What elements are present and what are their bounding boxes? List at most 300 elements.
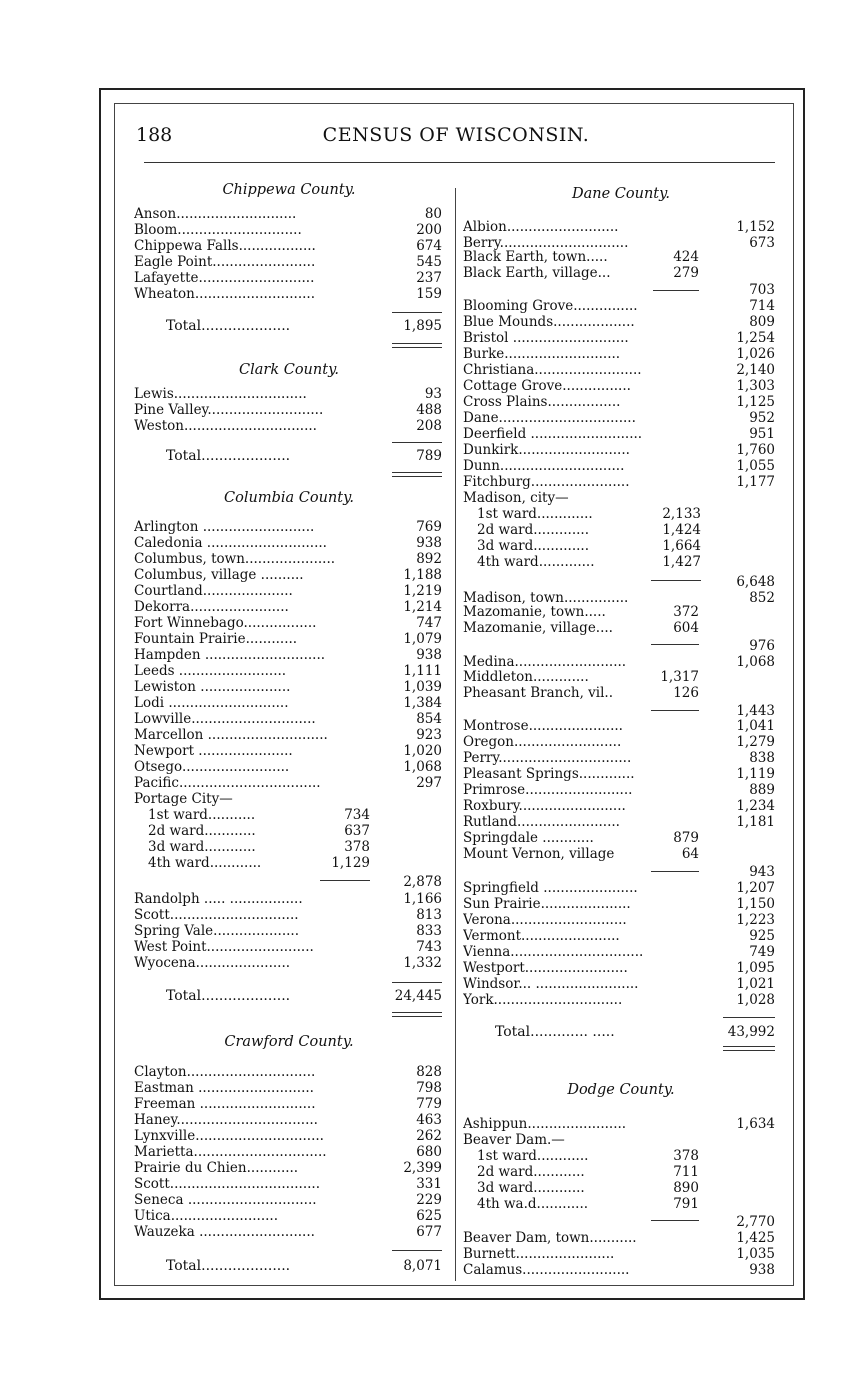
- town-name: Lodi ............................: [134, 695, 289, 711]
- ward-population: 378: [344, 839, 370, 855]
- subtotal-row: [463, 282, 779, 298]
- town-name: Berry..............................: [463, 235, 629, 251]
- town-name: Lynxville..............................: [134, 1128, 324, 1144]
- town-name: Eagle Point........................: [134, 254, 316, 270]
- town-name: West Point.........................: [134, 939, 314, 955]
- town-name: Fountain Prairie............: [134, 631, 298, 647]
- table-row: [463, 734, 779, 750]
- ward-population: 791: [673, 1196, 699, 1212]
- subtotal: 976: [749, 638, 775, 654]
- ward-row: [134, 807, 444, 823]
- table-row: [134, 1160, 444, 1176]
- ward-row: [463, 1164, 779, 1180]
- population: 1,181: [736, 814, 775, 830]
- table-row: [463, 1116, 779, 1132]
- town-name: Mount Vernon, village: [463, 846, 615, 862]
- population: 159: [416, 286, 442, 302]
- town-name: York..............................: [463, 992, 623, 1008]
- table-row: [134, 418, 444, 434]
- ward-row: [134, 823, 444, 839]
- beaver-dam-label: Beaver Dam.—: [463, 1132, 565, 1148]
- total-row: [134, 318, 444, 334]
- population: 463: [416, 1112, 442, 1128]
- table-row: [463, 782, 779, 798]
- table-row: [463, 426, 779, 442]
- town-name: Vienna...............................: [463, 944, 644, 960]
- sub-population: 64: [681, 846, 699, 862]
- population: 951: [749, 426, 775, 442]
- sum-rule: [392, 312, 442, 313]
- population: 938: [749, 1262, 775, 1278]
- madison-city-total: 6,648: [736, 574, 775, 590]
- town-name: Dunn.............................: [463, 458, 625, 474]
- town-name: Pheasant Branch, vil..: [463, 685, 614, 701]
- ward-row: [134, 855, 444, 871]
- town-name: Caledonia ............................: [134, 535, 327, 551]
- total-label: Total....................: [166, 1258, 291, 1274]
- population: 229: [416, 1192, 442, 1208]
- table-row: [134, 1144, 444, 1160]
- table-row: [463, 654, 779, 670]
- ward-name: 4th ward............: [148, 855, 262, 871]
- population: 680: [416, 1144, 442, 1160]
- table-row: [463, 1246, 779, 1262]
- population: 677: [416, 1224, 442, 1240]
- table-row: [463, 1230, 779, 1246]
- population: 237: [416, 270, 442, 286]
- town-name: Dunkirk..........................: [463, 442, 630, 458]
- town-name: Montrose......................: [463, 718, 623, 734]
- chippewa-heading: Chippewa County.: [222, 182, 356, 198]
- total-value: 8,071: [403, 1258, 442, 1274]
- town-name: Blue Mounds...................: [463, 314, 635, 330]
- population: 1,384: [403, 695, 442, 711]
- town-name: Black Earth, town.....: [463, 249, 608, 265]
- town-name: Anson............................: [134, 206, 297, 222]
- town-name: Beaver Dam, town...........: [463, 1230, 637, 1246]
- town-name: Clayton..............................: [134, 1064, 316, 1080]
- town-name: Blooming Grove...............: [463, 298, 638, 314]
- ward-name: 2d ward.............: [477, 522, 590, 538]
- population: 892: [416, 551, 442, 567]
- population: 2,399: [403, 1160, 442, 1176]
- table-row: [134, 727, 444, 743]
- town-name: Columbus, town.....................: [134, 551, 336, 567]
- town-name: Otsego.........................: [134, 759, 290, 775]
- ward-population: 2,133: [662, 506, 701, 522]
- town-name: Verona...........................: [463, 912, 627, 928]
- table-row: [134, 386, 444, 402]
- town-name: Lafayette...........................: [134, 270, 315, 286]
- sub-population: 879: [673, 830, 699, 846]
- subtotal-row: [463, 1214, 779, 1230]
- sub-row: [463, 830, 779, 846]
- population: 1,079: [403, 631, 442, 647]
- town-name: Springdale ............: [463, 830, 594, 846]
- table-row: [134, 222, 444, 238]
- double-rule: [723, 1046, 775, 1051]
- population: 1,150: [736, 896, 775, 912]
- subtotal-row: [463, 864, 779, 880]
- town-name: Rutland........................: [463, 814, 620, 830]
- table-row: [463, 992, 779, 1008]
- clark-heading: Clark County.: [239, 362, 339, 378]
- ward-name: 3d ward.............: [477, 538, 590, 554]
- table-row: [463, 798, 779, 814]
- total-value: 789: [416, 448, 442, 464]
- population: 1,068: [403, 759, 442, 775]
- population: 1,166: [403, 891, 442, 907]
- town-name: Randolph ..... .................: [134, 891, 303, 907]
- town-name: Middleton.............: [463, 669, 589, 685]
- subtotal-row: [463, 703, 779, 719]
- total-value: 24,445: [394, 988, 442, 1004]
- population: 1,068: [736, 654, 775, 670]
- town-name: Wyocena......................: [134, 955, 291, 971]
- town-name: Springfield ......................: [463, 880, 638, 896]
- ward-row: [463, 1196, 779, 1212]
- table-row: [134, 599, 444, 615]
- population: 743: [416, 939, 442, 955]
- ward-row: [134, 839, 444, 855]
- population: 673: [749, 235, 775, 251]
- population: 747: [416, 615, 442, 631]
- ward-row: [463, 506, 779, 522]
- table-row: [134, 1080, 444, 1096]
- town-name: Weston...............................: [134, 418, 317, 434]
- town-name: Perry...............................: [463, 750, 632, 766]
- table-row: [463, 219, 779, 235]
- double-rule: [392, 1012, 442, 1017]
- town-name: Bloom.............................: [134, 222, 302, 238]
- population: 923: [416, 727, 442, 743]
- ward-name: 2d ward............: [148, 823, 256, 839]
- population: 854: [416, 711, 442, 727]
- table-row: [463, 896, 779, 912]
- table-row: [134, 679, 444, 695]
- table-row: [134, 206, 444, 222]
- sum-rule: [392, 982, 442, 983]
- town-name: Deerfield ..........................: [463, 426, 643, 442]
- table-row: [463, 944, 779, 960]
- town-name: Ashippun.......................: [463, 1116, 627, 1132]
- population: 488: [416, 402, 442, 418]
- sum-rule: [392, 1250, 442, 1251]
- ward-name: 4th ward.............: [477, 554, 595, 570]
- town-name: Pacific.................................: [134, 775, 321, 791]
- total-value: 1,895: [403, 318, 442, 334]
- sub-population: 604: [673, 620, 699, 636]
- population: 889: [749, 782, 775, 798]
- population: 545: [416, 254, 442, 270]
- table-row: [463, 298, 779, 314]
- town-name: Madison, town...............: [463, 590, 629, 606]
- town-name: Newport ......................: [134, 743, 293, 759]
- town-name: Eastman ...........................: [134, 1080, 314, 1096]
- total-label: Total....................: [166, 448, 291, 464]
- table-row: [463, 474, 779, 490]
- town-name: Bristol ...........................: [463, 330, 629, 346]
- town-name: Spring Vale....................: [134, 923, 299, 939]
- population: 1,177: [736, 474, 775, 490]
- population: 1,020: [403, 743, 442, 759]
- columbia-heading: Columbia County.: [224, 490, 354, 506]
- table-row: [463, 362, 779, 378]
- table-row: [463, 814, 779, 830]
- ward-population: 378: [673, 1148, 699, 1164]
- population: 1,634: [736, 1116, 775, 1132]
- total-label: Total............. .....: [495, 1024, 615, 1040]
- ward-population: 734: [344, 807, 370, 823]
- population: 1,223: [736, 912, 775, 928]
- population: 80: [424, 206, 442, 222]
- town-name: Lowville.............................: [134, 711, 316, 727]
- town-name: Lewis...............................: [134, 386, 307, 402]
- population: 925: [749, 928, 775, 944]
- table-row: [134, 519, 444, 535]
- town-name: Fort Winnebago.................: [134, 615, 317, 631]
- ward-row: [463, 1148, 779, 1164]
- madison-label-row: [463, 490, 779, 506]
- table-row: [134, 238, 444, 254]
- sub-row: [463, 249, 779, 265]
- population: 674: [416, 238, 442, 254]
- town-name: Roxbury.........................: [463, 798, 626, 814]
- town-name: Columbus, village ..........: [134, 567, 304, 583]
- town-name: Seneca ..............................: [134, 1192, 317, 1208]
- population: 200: [416, 222, 442, 238]
- total-value: 43,992: [727, 1024, 775, 1040]
- page-title: CENSUS OF WISCONSIN.: [322, 124, 590, 146]
- population: 1,188: [403, 567, 442, 583]
- population: 833: [416, 923, 442, 939]
- population: 1,219: [403, 583, 442, 599]
- dodge-heading: Dodge County.: [567, 1082, 675, 1098]
- town-name: Fitchburg.......................: [463, 474, 630, 490]
- town-name: Burke...........................: [463, 346, 621, 362]
- town-name: Courtland.....................: [134, 583, 293, 599]
- total-row: [463, 1024, 779, 1040]
- population: 1,214: [403, 599, 442, 615]
- town-name: Cross Plains.................: [463, 394, 621, 410]
- total-label: Total....................: [166, 988, 291, 1004]
- population: 809: [749, 314, 775, 330]
- double-rule: [392, 343, 442, 348]
- ward-row: [463, 554, 779, 570]
- table-row: [463, 314, 779, 330]
- ward-name: 2d ward............: [477, 1164, 585, 1180]
- town-name: Pine Valley...........................: [134, 402, 324, 418]
- town-name: Burnett.......................: [463, 1246, 615, 1262]
- population: 852: [749, 590, 775, 606]
- population: 779: [416, 1096, 442, 1112]
- table-row: [463, 410, 779, 426]
- subtotal: 1,443: [736, 703, 775, 719]
- table-row: [134, 254, 444, 270]
- population: 1,028: [736, 992, 775, 1008]
- town-name: Prairie du Chien............: [134, 1160, 299, 1176]
- table-row: [134, 567, 444, 583]
- population: 1,021: [736, 976, 775, 992]
- total-label: Total....................: [166, 318, 291, 334]
- town-name: Marietta...............................: [134, 1144, 327, 1160]
- population: 1,035: [736, 1246, 775, 1262]
- beaver-dam-label-row: [463, 1132, 779, 1148]
- town-name: Dekorra.......................: [134, 599, 289, 615]
- town-name: Utica.........................: [134, 1208, 279, 1224]
- table-row: [134, 583, 444, 599]
- ward-row: [463, 522, 779, 538]
- table-row: [134, 1112, 444, 1128]
- column-divider: [455, 188, 456, 1281]
- town-name: Lewiston .....................: [134, 679, 291, 695]
- sub-population: 372: [673, 604, 699, 620]
- table-row: [134, 551, 444, 567]
- ward-population: 1,424: [662, 522, 701, 538]
- table-row: [134, 1096, 444, 1112]
- town-name: Sun Prairie.....................: [463, 896, 631, 912]
- portage-total: 2,878: [403, 874, 442, 890]
- table-row: [463, 442, 779, 458]
- ward-population: 1,427: [662, 554, 701, 570]
- ward-population: 1,129: [331, 855, 370, 871]
- town-name: Freeman ...........................: [134, 1096, 316, 1112]
- table-row: [463, 880, 779, 896]
- town-name: Primrose.........................: [463, 782, 633, 798]
- population: 1,119: [736, 766, 775, 782]
- town-name: Marcellon ............................: [134, 727, 328, 743]
- town-name: Wauzeka ...........................: [134, 1224, 315, 1240]
- population: 625: [416, 1208, 442, 1224]
- town-name: Mazomanie, village....: [463, 620, 613, 636]
- table-row: [463, 378, 779, 394]
- population: 1,055: [736, 458, 775, 474]
- population: 1,041: [736, 718, 775, 734]
- population: 1,303: [736, 378, 775, 394]
- table-row: [134, 939, 444, 955]
- portage-label-row: [134, 791, 444, 807]
- table-row: [463, 1262, 779, 1278]
- town-name: Hampden ............................: [134, 647, 326, 663]
- sub-population: 1,317: [660, 669, 699, 685]
- population: 331: [416, 1176, 442, 1192]
- table-row: [463, 750, 779, 766]
- town-name: Medina..........................: [463, 654, 627, 670]
- population: 208: [416, 418, 442, 434]
- population: 798: [416, 1080, 442, 1096]
- table-row: [463, 330, 779, 346]
- ward-name: 3d ward............: [477, 1180, 585, 1196]
- table-row: [134, 1176, 444, 1192]
- town-name: Calamus.........................: [463, 1262, 630, 1278]
- ward-population: 1,664: [662, 538, 701, 554]
- town-name: Christiana.........................: [463, 362, 642, 378]
- sub-row: [463, 846, 779, 862]
- table-row: [134, 907, 444, 923]
- ward-population: 637: [344, 823, 370, 839]
- table-row: [134, 1208, 444, 1224]
- beaver-dam-city-total: 2,770: [736, 1214, 775, 1230]
- town-name: Cottage Grove................: [463, 378, 631, 394]
- population: 838: [749, 750, 775, 766]
- population: 1,111: [403, 663, 442, 679]
- table-row: [134, 1224, 444, 1240]
- table-row: [463, 718, 779, 734]
- table-row: [134, 631, 444, 647]
- population: 1,332: [403, 955, 442, 971]
- town-name: Albion..........................: [463, 219, 619, 235]
- population: 1,234: [736, 798, 775, 814]
- population: 828: [416, 1064, 442, 1080]
- sub-row: [463, 669, 779, 685]
- sub-row: [463, 620, 779, 636]
- population: 1,095: [736, 960, 775, 976]
- double-rule: [392, 472, 442, 477]
- population: 1,425: [736, 1230, 775, 1246]
- population: 1,279: [736, 734, 775, 750]
- sub-row: [463, 604, 779, 620]
- town-name: Mazomanie, town.....: [463, 604, 606, 620]
- ward-name: 3d ward............: [148, 839, 256, 855]
- sub-population: 279: [673, 265, 699, 281]
- subtotal: 943: [749, 864, 775, 880]
- dane-heading: Dane County.: [571, 186, 670, 202]
- population: 1,152: [736, 219, 775, 235]
- madison-label: Madison, city—: [463, 490, 569, 506]
- town-name: Vermont.......................: [463, 928, 620, 944]
- population: 813: [416, 907, 442, 923]
- population: 1,254: [736, 330, 775, 346]
- population: 749: [749, 944, 775, 960]
- table-row: [134, 1192, 444, 1208]
- table-row: [134, 759, 444, 775]
- town-name: Leeds .........................: [134, 663, 287, 679]
- ward-row: [463, 1180, 779, 1196]
- ward-name: 1st ward...........: [148, 807, 256, 823]
- table-row: [463, 928, 779, 944]
- ward-name: 1st ward............: [477, 1148, 589, 1164]
- sub-row: [463, 265, 779, 281]
- table-row: [134, 647, 444, 663]
- population: 2,140: [736, 362, 775, 378]
- population: 938: [416, 535, 442, 551]
- town-name: Oregon.........................: [463, 734, 622, 750]
- table-row: [134, 955, 444, 971]
- population: 93: [424, 386, 442, 402]
- population: 938: [416, 647, 442, 663]
- total-row: [134, 448, 444, 464]
- table-row: [134, 711, 444, 727]
- table-row: [463, 976, 779, 992]
- table-row: [463, 960, 779, 976]
- ward-row: [463, 538, 779, 554]
- population: 1,039: [403, 679, 442, 695]
- ward-name: 4th wa.d............: [477, 1196, 589, 1212]
- population: 262: [416, 1128, 442, 1144]
- sum-rule: [392, 442, 442, 443]
- population: 952: [749, 410, 775, 426]
- table-row: [134, 923, 444, 939]
- table-row: [463, 766, 779, 782]
- table-row: [134, 1128, 444, 1144]
- ward-population: 711: [673, 1164, 699, 1180]
- table-row: [463, 912, 779, 928]
- town-name: Black Earth, village...: [463, 265, 611, 281]
- town-name: Dane................................: [463, 410, 636, 426]
- sub-row: [463, 685, 779, 701]
- table-row: [134, 270, 444, 286]
- sub-population: 126: [673, 685, 699, 701]
